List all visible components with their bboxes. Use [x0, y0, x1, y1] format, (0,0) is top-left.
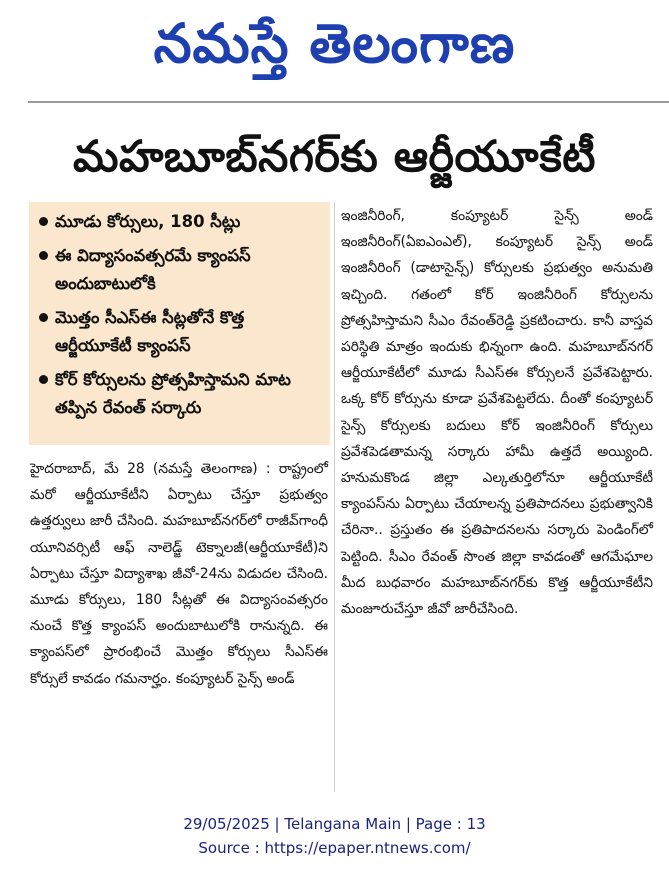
highlight-text: మొత్తం సీఎస్ఈ సీట్లతోనే కొత్త ఆర్జీయూకేటీ క్యాంపస్ — [55, 308, 245, 355]
highlights-box — [29, 202, 330, 445]
masthead-logo-text: నమస్తే తెలంగాణ — [153, 12, 516, 75]
masthead-divider — [28, 101, 669, 103]
article-body-left-column: హైదరాబాద్, మే 28 (నమస్తే తెలంగాణ) : రాష్ట్రంలో మరో ఆర్జీయూకేటీని ఏర్పాటు చేస్తూ ప్రభుత్వం ఉత్తర్వులు జారీ చేసింది. మహబూబ్‌నగర్‌లో రాజీవ్‌గాంధీ యూనివర్సిటీ ఆఫ్ నాలెడ్జ్ టెక్నాలజీ(ఆర్జీయూకేటీ)ని ఏర్పాటు చేస్తూ విద్యాశాఖ జీవో-24ను విడుదల చేసింది. మూడు కోర్సులు, 180 సీట్లతో ఈ విద్యాసంవత్సరం నుంచే కొత్త క్యాంపస్ అందుబాటులోకి రానున్నది. ఈ క్యాంపస్‌లో ప్రారంభించే మొత్తం కోర్సులు సీఎస్ఈ కోర్సులే కావడం గమనార్హం. కంప్యూటర్ సైన్స్ అండ్ — [30, 461, 328, 687]
bullet-icon — [39, 375, 48, 384]
column-divider — [334, 202, 335, 792]
footer-source-link[interactable]: Source : https://epaper.ntnews.com/ — [198, 839, 471, 857]
bullet-icon — [39, 251, 48, 260]
highlight-text: మూడు కోర్సులు, 180 సీట్లు — [55, 212, 241, 231]
highlight-item — [37, 366, 324, 422]
highlight-text: ఈ విద్యాసంవత్సరమే క్యాంపస్ అందుబాటులోకి — [55, 246, 251, 293]
highlight-item — [37, 242, 324, 298]
highlight-text: కోర్ కోర్సులను ప్రోత్సహిస్తామని మాట తప్పిన రేవంత్ సర్కారు — [55, 370, 291, 417]
highlights-list — [37, 208, 324, 422]
highlight-item — [37, 208, 324, 236]
highlight-item — [37, 304, 324, 360]
article-headline: మహబూబ్‌నగర్‌కు ఆర్జీయూకేటీ — [73, 132, 596, 182]
footer-edition-info: 29/05/2025 | Telangana Main | Page : 13 — [183, 815, 486, 833]
bullet-icon — [39, 217, 48, 226]
masthead — [0, 0, 669, 104]
page-footer — [0, 812, 669, 860]
bullet-icon — [39, 313, 48, 322]
article-body-right-column: ఇంజినీరింగ్, కంప్యూటర్ సైన్స్ అండ్ ఇంజినీరింగ్(ఏఐఎంఎల్), కంప్యూటర్ సైన్స్ అండ్ ఇంజినీరింగ్ (డాటాసైన్స్) కోర్సులకు ప్రభుత్వం అనుమతి ఇచ్చింది. గతంలో కోర్ ఇంజినీరింగ్ కోర్సులను ప్రోత్సహిస్తామని సీఎం రేవంత్‌రెడ్డి ప్రకటించారు. కానీ వాస్తవ పరిస్థితి మాత్రం ఇందుకు భిన్నంగా ఉంది. మహబూబ్‌నగర్ ఆర్జీయూకేటీలో మూడు సీఎస్ఈ కోర్సులనే ప్రవేశపెట్టారు. ఒక్క కోర్ కోర్సును కూడా ప్రవేశపెట్టలేదు. దీంతో కంప్యూటర్ సైన్స్ కోర్సులకు బదులు కోర్ ఇంజినీరింగ్ కోర్సులు ప్రవేశపెడతామన్న సర్కారు హామీ ఉత్తదే అయ్యింది. హనుమకొండ జిల్లా ఎల్కతుర్తిలోనూ ఆర్జీయూకేటీ క్యాంపస్‌ను ఏర్పాటు చేయాలన్న ప్రతిపాదనలు ప్రభుత్వానికి చేరినా.. ప్రస్తుతం ఈ ప్రతిపాదనలను సర్కారు పెండింగ్‌లో పెట్టింది. సీఎం రేవంత్ సొంత జిల్లా కావడంతో ఆగమేఘాల మీద బుధవారం మహబూబ్‌నగర్‌కు కొత్త ఆర్జీయూకేటీని మంజూరుచేస్తూ జీవో జారీచేసింది. — [341, 208, 653, 618]
